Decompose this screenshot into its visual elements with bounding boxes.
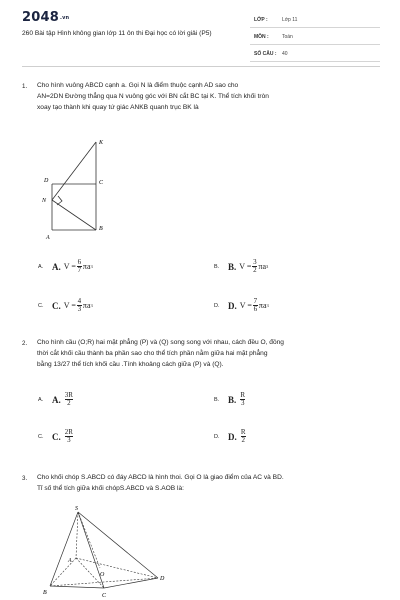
formula: V = $\frac{3}{2}$ πa 3 xyxy=(239,258,269,274)
meta-row-class: LỚP : Lớp 11 xyxy=(250,14,380,28)
figure-label-S: S xyxy=(75,506,78,512)
figure-label-C: C xyxy=(102,593,107,598)
formula: $\frac{2R}{3}$ xyxy=(64,428,73,444)
question-text: Cho hình cầu (O;R) hai mặt phẳng (P) và (Q) song song với nhau, cách đều O, đồng thời cắt khối cầu thành ba phần sao cho thể tích phần nằm giữa hai mặt phẳng bằng 13/27 thể tích khối cầu .Tính khoảng cách giữa (P) và (Q). xyxy=(37,339,284,368)
question-number: 2. xyxy=(22,340,28,347)
formula: V = $\frac{6}{7}$ πa 3 xyxy=(63,258,93,274)
answer-option-b[interactable]: B. B. V = $\frac{3}{2}$ πa 3 xyxy=(214,258,269,274)
formula: $\frac{R}{3}$ xyxy=(240,391,246,407)
pyramid-figure xyxy=(42,502,172,598)
meta-row-count: SỐ CÂU : 40 xyxy=(250,48,380,62)
question-text: Cho hình vuông ABCD cạnh a. Gọi N là điểm thuộc cạnh AD sao cho AN=2DN Đường thẳng qua N vuông góc với BN cắt BC tại K. Thể tích khối tròn xoay tạo thành khi quay tứ giác ANKB quanh trục BK là xyxy=(37,82,269,111)
answer-option-b[interactable]: B. B. $\frac{R}{3}$ xyxy=(214,391,246,407)
answer-option-a[interactable]: A. A. $\frac{3R}{2}$ xyxy=(38,391,73,407)
formula: $\frac{3R}{2}$ xyxy=(64,391,73,407)
site-logo[interactable]: 2048.vn xyxy=(22,10,70,25)
figure-label-K: K xyxy=(99,140,104,146)
formula: $\frac{R}{2}$ xyxy=(240,428,246,444)
figure-label-D: D xyxy=(44,178,49,184)
document-title: 260 Bài tập Hình không gian lớp 11 ôn thi Đại học có lời giải (P5) xyxy=(22,30,212,37)
question-number: 3. xyxy=(22,475,28,482)
figure-label-B: B xyxy=(43,590,47,596)
question-text: Cho khối chóp S.ABCD có đáy ABCD là hình thoi. Gọi O là giao điểm của AC và BD. Tỉ số thể tích giữa khối chópS.ABCD và S.AOB là: xyxy=(37,474,284,492)
document-meta xyxy=(250,14,380,65)
answer-option-c[interactable]: C. C. V = $\frac{4}{3}$ πa 3 xyxy=(38,297,93,313)
answer-option-a[interactable]: A. A. V = $\frac{6}{7}$ πa 3 xyxy=(38,258,93,274)
answer-option-d[interactable]: D. D. V = $\frac{7}{6}$ πa 3 xyxy=(214,297,269,313)
answer-option-c[interactable]: C. C. $\frac{2R}{3}$ xyxy=(38,428,73,444)
figure-label-D: D xyxy=(160,576,165,582)
document-header xyxy=(0,0,400,60)
header-divider xyxy=(22,66,380,67)
figure-label-O: O xyxy=(100,572,105,578)
answer-option-d[interactable]: D. D. $\frac{R}{2}$ xyxy=(214,428,246,444)
figure-label-B: B xyxy=(99,226,103,232)
figure-label-N: N xyxy=(42,198,47,204)
meta-row-subject: MÔN : Toán xyxy=(250,31,380,45)
question-number: 1. xyxy=(22,83,28,90)
figure-label-C: C xyxy=(99,180,104,186)
square-rotation-figure xyxy=(38,132,118,244)
figure-label-A: A xyxy=(46,235,50,241)
figure-label-A: A xyxy=(68,558,72,564)
formula: V = $\frac{7}{6}$ πa 3 xyxy=(239,297,269,313)
formula: V = $\frac{4}{3}$ πa 3 xyxy=(63,297,93,313)
